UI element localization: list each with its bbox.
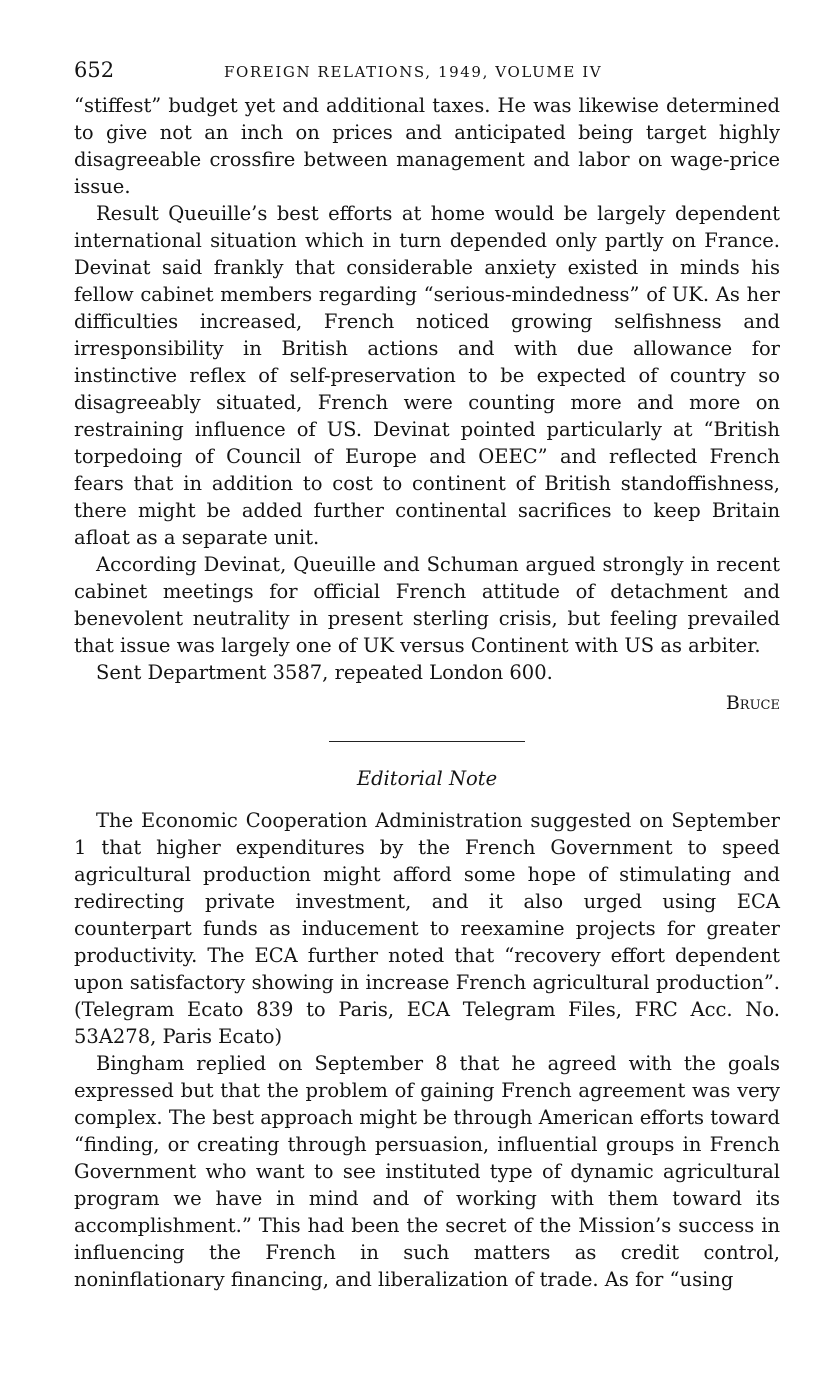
telegram-paragraph: Sent Department 3587, repeated London 600. bbox=[96, 661, 553, 684]
telegram-paragraph: Result Queuille’s best efforts at home would be largely dependent international situation which in turn depended only partly on France. Devinat said frankly that considerable anxiety existed in minds his fellow cabinet members regarding “serious-mindedness” of UK. As her difficulties increased, French noticed growing selfishness and irresponsibility in British actions and with due allowance for instinctive reflex of self-preservation to be expected of country so disagreeably situated, French were counting more and more on restraining influence of US. Devinat pointed particularly at “British torpedoing of Council of Europe and OEEC” and reflected French fears that in addition to cost to continent of British standoffishness, there might be added further continental sacrifices to keep Britain afloat as a separate unit. bbox=[74, 202, 780, 549]
page-number: 652 bbox=[74, 58, 115, 82]
page-header bbox=[74, 58, 780, 92]
running-head: FOREIGN RELATIONS, 1949, VOLUME IV bbox=[224, 63, 603, 81]
editorial-paragraph: The Economic Cooperation Administration suggested on September 1 that higher expenditures by the French Government to speed agricultural production might afford some hope of stimulating and redirecting private investment, and it also urged using ECA counterpart funds as inducement to reexamine projects for greater productivity. The ECA further noted that “recovery effort dependent upon satisfactory showing in increase French agricultural production”. (Telegram Ecato 839 to Paris, ECA Telegram Files, FRC Acc. No. 53A278, Paris Ecato) bbox=[74, 809, 780, 1048]
editorial-paragraph: Bingham replied on September 8 that he agreed with the goals expressed but that the problem of gaining French agreement was very complex. The best approach might be through American efforts toward “finding, or creating through persuasion, influential groups in French Government who want to see instituted type of dynamic agricultural program we have in mind and of working with them toward its accomplishment.” This had been the secret of the Mission’s success in influencing the French in such matters as credit control, noninflationary financing, and liberalization of trade. As for “using bbox=[74, 1052, 780, 1291]
telegram-paragraph: According Devinat, Queuille and Schuman argued strongly in recent cabinet meetings for official French attitude of detachment and benevolent neutrality in present sterling crisis, but feeling prevailed that issue was largely one of UK versus Continent with US as arbiter. bbox=[74, 553, 780, 657]
telegram-body bbox=[74, 92, 780, 717]
section-divider bbox=[329, 741, 525, 742]
editorial-note bbox=[74, 765, 780, 1293]
signature: Bruce bbox=[725, 692, 780, 714]
telegram-paragraph: “stiffest” budget yet and additional taxes. He was likewise determined to give not an inch on prices and anticipated being target highly disagreeable crossfire between management and labor on wage-price issue. bbox=[74, 94, 780, 198]
section-title: Editorial Note bbox=[356, 767, 498, 790]
